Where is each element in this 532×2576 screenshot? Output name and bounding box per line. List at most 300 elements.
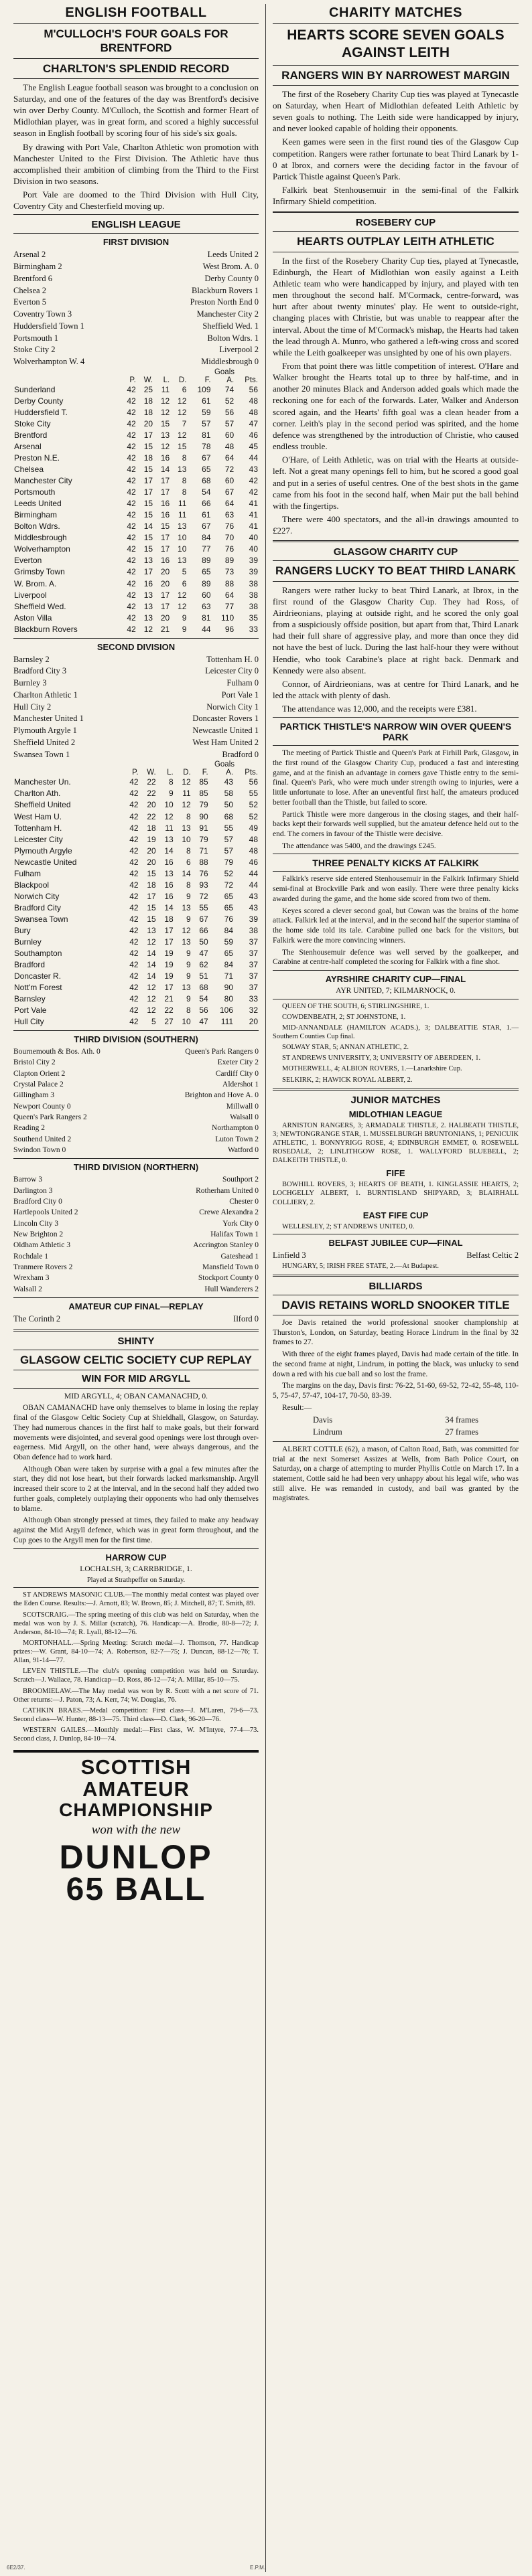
home-team: Birmingham 2 xyxy=(13,262,62,272)
stat-cell: 65 xyxy=(224,948,234,958)
stat-cell: 13 xyxy=(143,556,153,566)
stat-cell: 22 xyxy=(147,777,156,787)
stat-cell: 54 xyxy=(202,487,211,497)
stat-cell: 8 xyxy=(186,1005,191,1016)
team-name: Bradford xyxy=(14,959,46,969)
team-name: Derby County xyxy=(14,396,64,406)
stat-cell: 57 xyxy=(202,419,211,429)
stat-cell: 20 xyxy=(143,419,153,429)
table-row xyxy=(13,384,259,396)
stat-cell: 56 xyxy=(249,777,258,787)
stat-cell: 10 xyxy=(178,533,187,543)
result-row xyxy=(13,285,259,297)
misc-result: SOLWAY STAR, 5; ANNAN ATHLETIC, 2. xyxy=(282,1044,409,1052)
headline-rangers-margin: RANGERS WIN BY NARROWEST MARGIN xyxy=(281,68,510,82)
stat-cell: 42 xyxy=(129,868,139,878)
table-row xyxy=(13,777,259,788)
third-division-south-results xyxy=(13,1046,259,1155)
result-row xyxy=(13,1218,259,1229)
stat-cell: 15 xyxy=(143,510,153,520)
away-team: Cardiff City 0 xyxy=(215,1069,259,1078)
home-team: Southend United 2 xyxy=(13,1135,72,1143)
stat-cell: 13 xyxy=(182,982,191,992)
stat-cell: 41 xyxy=(249,521,258,532)
table-row xyxy=(13,532,259,544)
stat-cell: 12 xyxy=(147,1005,156,1016)
stat-cell: 32 xyxy=(249,1005,258,1016)
team-name: Grimsby Town xyxy=(14,567,65,577)
result-row xyxy=(13,690,259,702)
stat-cell: 67 xyxy=(199,914,208,924)
article-paragraph: Connor, of Airdrieonians, was at centre for Third Lanark, and he led the attack with plenty of dash. xyxy=(273,678,519,700)
home-team: Clapton Orient 2 xyxy=(13,1069,66,1078)
stat-cell: 19 xyxy=(147,834,156,844)
stat-cell: 6 xyxy=(182,384,187,394)
stat-cell: 42 xyxy=(129,811,139,821)
away-team: Derby County 0 xyxy=(204,273,259,283)
stat-cell: 38 xyxy=(249,925,258,935)
stat-cell: 42 xyxy=(127,601,136,611)
stat-cell: 68 xyxy=(224,811,234,821)
stat-cell: 66 xyxy=(199,925,208,935)
section-title-charity: CHARITY MATCHES xyxy=(329,5,462,20)
result-row xyxy=(13,1273,259,1283)
home-team: Bradford City 3 xyxy=(13,666,67,676)
stat-cell: 12 xyxy=(178,430,187,440)
stat-cell: 62 xyxy=(199,959,208,969)
table-row xyxy=(13,590,259,601)
stat-cell: 60 xyxy=(224,476,235,486)
column-header: L. xyxy=(163,376,170,384)
result-row xyxy=(13,273,259,285)
stat-cell: 42 xyxy=(127,590,136,600)
stat-cell: 42 xyxy=(129,948,139,958)
team-name: Manchester Un. xyxy=(14,777,71,787)
third-division-south-title: THIRD DIVISION (SOUTHERN) xyxy=(74,1034,198,1045)
away-team: Aldershot 1 xyxy=(222,1080,259,1089)
stat-cell: 42 xyxy=(129,891,139,901)
stat-cell: 96 xyxy=(224,624,235,634)
amateur-cup-result xyxy=(13,1313,259,1325)
result-row xyxy=(13,665,259,677)
stat-cell: 17 xyxy=(160,601,170,611)
stat-cell: 11 xyxy=(165,823,174,833)
table-row xyxy=(13,418,259,430)
result-row xyxy=(13,356,259,368)
stat-cell: 12 xyxy=(178,601,187,611)
team-name: Chelsea xyxy=(14,465,44,475)
stat-cell: 52 xyxy=(224,868,234,878)
article-paragraph: By drawing with Port Vale, Charlton Athletic won promotion with Manchester United to the First Division. The Athletic have thus accomplished their ambition of climbing from the Third to the First Division in two seasons. xyxy=(13,141,259,186)
home-team: New Brighton 2 xyxy=(13,1230,64,1239)
table-row xyxy=(13,498,259,509)
misc-result: MID-ANNANDALE (HAMILTON ACADS.), 3; DALBEATTIE STAR, 1.—Southern Counties Cup final. xyxy=(273,1024,519,1041)
stat-cell: 42 xyxy=(129,971,139,981)
result-row xyxy=(13,725,259,737)
stat-cell: 13 xyxy=(164,868,174,878)
stat-cell: 20 xyxy=(160,567,170,577)
away-team: Southport 2 xyxy=(222,1176,259,1184)
column-header: Pts. xyxy=(245,769,258,777)
stat-cell: 44 xyxy=(249,868,258,878)
stat-cell: 9 xyxy=(169,789,174,799)
stat-cell: 15 xyxy=(143,465,153,475)
stat-cell: 90 xyxy=(199,811,208,821)
stat-cell: 13 xyxy=(147,925,156,935)
stat-cell: 20 xyxy=(160,613,170,623)
dunlop-advertisement xyxy=(13,1750,259,1905)
golf-paragraph: WESTERN GAILES.—Monthly medal:—First class, W. M'Intyre, 77-4—73. Second class, J. Dunlop, 84-10—74. xyxy=(13,1726,259,1743)
team-name: Port Vale xyxy=(14,1005,47,1016)
section-title-english-league: ENGLISH LEAGUE xyxy=(91,219,181,231)
stat-cell: 42 xyxy=(127,544,136,554)
shinty-title: SHINTY xyxy=(117,1335,155,1347)
home-team: Bradford City 0 xyxy=(13,1198,62,1206)
stat-cell: 18 xyxy=(164,914,174,924)
stat-cell: 15 xyxy=(147,902,156,912)
stat-cell: 17 xyxy=(160,476,170,486)
away-team: Accrington Stanley 0 xyxy=(193,1241,259,1250)
stat-cell: 42 xyxy=(127,578,136,588)
away-team: Queen's Park Rangers 0 xyxy=(185,1048,259,1056)
stat-cell: 42 xyxy=(127,624,136,634)
stat-cell: 17 xyxy=(143,487,153,497)
stat-cell: 42 xyxy=(127,567,136,577)
stat-cell: 47 xyxy=(249,419,258,429)
stat-cell: 39 xyxy=(249,914,258,924)
section-title-english-football: ENGLISH FOOTBALL xyxy=(65,5,207,20)
column-header: W. xyxy=(147,769,156,777)
stat-cell: 59 xyxy=(202,408,211,418)
stat-cell: 80 xyxy=(224,994,234,1003)
result-row xyxy=(13,1057,259,1068)
result-row xyxy=(13,749,259,761)
stat-cell: 10 xyxy=(182,1017,191,1027)
team-name: Doncaster R. xyxy=(14,971,62,981)
headline-charlton: CHARLTON'S SPLENDID RECORD xyxy=(42,62,230,75)
stat-cell: 48 xyxy=(249,834,258,844)
result-row xyxy=(13,1123,259,1133)
left-column xyxy=(7,4,266,2572)
stat-cell: 59 xyxy=(224,937,234,947)
table-row xyxy=(13,555,259,566)
table-row xyxy=(13,880,259,891)
away-team: Leicester City 0 xyxy=(205,666,259,676)
golf-paragraph: CATHKIN BRAES.—Medal competition: First class—J. M'Laren, 79-6—73. Second class—W. Hunter, 88-13—75. Third class—D. Clark, 96-20—76. xyxy=(13,1706,259,1723)
stat-cell: 42 xyxy=(127,396,136,406)
goals-label: Goals xyxy=(214,760,235,769)
team-name: Middlesbrough xyxy=(14,533,67,543)
stat-cell: 20 xyxy=(147,857,156,867)
team-name: Wolverhampton xyxy=(14,544,70,554)
team-name: Plymouth Argyle xyxy=(14,846,72,856)
result-row xyxy=(13,309,259,321)
stat-cell: 20 xyxy=(160,578,170,588)
stat-cell: 55 xyxy=(224,823,234,833)
stat-cell: 76 xyxy=(224,544,235,554)
stat-cell: 42 xyxy=(127,533,136,543)
stat-cell: 41 xyxy=(249,510,258,520)
team-name: Manchester City xyxy=(14,476,72,486)
team-name: Blackpool xyxy=(14,880,50,890)
table-row xyxy=(13,487,259,498)
billiards-headline: DAVIS RETAINS WORLD SNOOKER TITLE xyxy=(281,1298,510,1311)
stat-cell: 65 xyxy=(224,891,234,901)
away-team: Leeds United 2 xyxy=(207,250,259,260)
away-team: Manchester City 2 xyxy=(196,309,259,319)
article-paragraph: The English League football season was brought to a conclusion on Saturday, and one of the features of the day was Brentford's decisive win over Derby County. M'Culloch, the Scottish and former Heart of Midlothian player, was in great form, and scored a highly successful season in English football by scoring four of his side's six goals. xyxy=(13,82,259,139)
result-row xyxy=(13,1196,259,1207)
stat-cell: 10 xyxy=(164,800,174,810)
team-name: Huddersfield T. xyxy=(14,408,68,418)
misc-result: MOTHERWELL, 4; ALBION ROVERS, 1.—Lanarkshire Cup. xyxy=(282,1065,462,1073)
stat-cell: 45 xyxy=(249,442,258,452)
stat-cell: 43 xyxy=(249,902,258,912)
stat-cell: 16 xyxy=(164,857,174,867)
away-team: Sheffield Wed. 1 xyxy=(202,321,259,331)
table-header-row xyxy=(13,376,259,384)
stat-cell: 12 xyxy=(147,937,156,947)
away-team: York City 0 xyxy=(222,1219,259,1228)
ayrshire-score: AYR UNITED, 7; KILMARNOCK, 0. xyxy=(336,986,456,995)
stat-cell: 42 xyxy=(127,408,136,418)
stat-cell: 17 xyxy=(164,925,174,935)
stat-cell: 8 xyxy=(169,777,174,787)
stat-cell: 44 xyxy=(249,880,258,890)
stat-cell: 40 xyxy=(249,544,258,554)
result-row xyxy=(13,333,259,345)
partick-headline: PARTICK THISTLE'S NARROW WIN OVER QUEEN'S PARK xyxy=(279,721,512,743)
stat-cell: 93 xyxy=(199,880,208,890)
stat-cell: 14 xyxy=(164,846,174,856)
second-division-table xyxy=(13,769,259,1028)
stat-cell: 22 xyxy=(147,789,156,799)
away-team: Exeter City 2 xyxy=(217,1058,259,1067)
stat-cell: 77 xyxy=(202,544,211,554)
stat-cell: 68 xyxy=(202,476,211,486)
stat-cell: 37 xyxy=(249,959,258,969)
stat-cell: 42 xyxy=(129,857,139,867)
newspaper-page xyxy=(7,4,525,2572)
stat-cell: 88 xyxy=(199,857,208,867)
table-row xyxy=(13,959,259,971)
table-row xyxy=(13,937,259,948)
billiards-result-row xyxy=(313,1415,478,1427)
team-name: Sunderland xyxy=(14,384,56,394)
home-team: Coventry Town 3 xyxy=(13,309,72,319)
article-paragraph: The first of the Rosebery Charity Cup ties was played at Tynecastle on Saturday, when Heart of Midlothian defeated Leith Athletic by seven goals to nothing. The Leith side were handicapped by injury, and never looked capable of holding their opponents. xyxy=(273,88,519,134)
misc-result: COWDENBEATH, 2; ST JOHNSTONE, 1. xyxy=(282,1013,406,1021)
stat-cell: 42 xyxy=(129,959,139,969)
result-row xyxy=(13,1313,259,1325)
home-team: Swansea Town 1 xyxy=(13,749,70,759)
team-name: Blackburn Rovers xyxy=(14,624,78,634)
stat-cell: 27 xyxy=(164,1017,174,1027)
table-row xyxy=(13,544,259,555)
golf-paragraph: MORTONHALL.—Spring Meeting: Scratch medal—J. Thomson, 77. Handicap prizes:—W. Grant, 84-10—74; A. Robertson, 82-7—75; J. Duncan, 88-12—76; T. Allan, 91-14—77. xyxy=(13,1639,259,1665)
table-row xyxy=(13,811,259,823)
stat-cell: 85 xyxy=(199,789,208,799)
stat-cell: 61 xyxy=(202,510,211,520)
team-name: Swansea Town xyxy=(14,914,68,924)
stat-cell: 13 xyxy=(178,465,187,475)
junior-results: ARNISTON RANGERS, 3; ARMADALE THISTLE, 2. HALBEATH THISTLE, 3; NEWTONGRANGE STAR, 1. MUSSELBURGH BRUNTONIANS, 1; PENICUIK ATHLETIC, 1. BONNYRIGG ROSE, 4; EDINBURGH EMMET, 0. ROSEWELL ROSEDALE, 2; LINLITHGOW ROSE, 1. WALLYFORD BLUEBELL, 2; DALKEITH THISTLE, 0. xyxy=(273,1121,519,1165)
table-row xyxy=(13,971,259,982)
table-row xyxy=(13,453,259,464)
stat-cell: 42 xyxy=(127,465,136,475)
away-team: Blackburn Rovers 1 xyxy=(192,285,259,295)
stat-cell: 42 xyxy=(127,419,136,429)
goals-label: Goals xyxy=(214,368,235,376)
stat-cell: 22 xyxy=(147,811,156,821)
home-team: Chelsea 2 xyxy=(13,285,46,295)
article-paragraph: O'Hare, of Leith Athletic, was on trial with the Hearts at outside-left. Not a great many openings fell to him, but he scored a good goal and put in a series of useful centres. One of the best shots in the game came from his foot in the second half, when Mair put the ball behind with the fingertips. xyxy=(273,455,519,511)
stat-cell: 42 xyxy=(127,521,136,532)
stat-cell: 14 xyxy=(143,521,153,532)
team-name: Sheffield Wed. xyxy=(14,601,66,611)
team-name: Leeds United xyxy=(14,499,62,509)
stat-cell: 13 xyxy=(182,937,191,947)
team-name: Bradford City xyxy=(14,902,62,912)
stat-cell: 13 xyxy=(164,834,174,844)
away-team: Fulham 0 xyxy=(226,678,259,688)
away-team: Watford 0 xyxy=(227,1146,259,1155)
article-paragraph: From that point there was little competition of interest. O'Hare and Walker brought the Hearts total up to three by half-time, and in another 20 minutes Black and Anderson added goals which made the reckoning one for each of the forwards. Later, Walker and Anderson scored again, and the Hearts' fifth goal was a clean header from a corner. Leith's play in the second period was spirited, and the home defence was strengthened by the introduction of Christie, who caused endless trouble. xyxy=(273,360,519,452)
column-header: D. xyxy=(178,376,187,384)
table-row xyxy=(13,982,259,993)
stat-cell: 56 xyxy=(199,1005,208,1016)
stat-cell: 84 xyxy=(224,959,234,969)
article-paragraph: The meeting of Partick Thistle and Queen's Park at Firhill Park, Glasgow, in the first round of the Glasgow Charity Cup, produced a fast and interesting game, and at the finish an advantage in corners gave Thistle entry to the semi-final. Queen's Park, who were much under strength owing to injuries, were a little unfortunate to lose. After an uneventful first half, the amateurs produced better football than the Thistle, but failed to score. xyxy=(273,749,519,807)
table-row xyxy=(13,566,259,578)
home-team: Swindon Town 0 xyxy=(13,1146,66,1155)
team-name: Bolton Wdrs. xyxy=(14,521,60,532)
table-row xyxy=(13,441,259,453)
stat-cell: 13 xyxy=(143,590,153,600)
stat-cell: 12 xyxy=(147,994,156,1003)
table-row xyxy=(13,857,259,868)
stat-cell: 70 xyxy=(224,533,235,543)
first-division-title: FIRST DIVISION xyxy=(103,237,170,248)
article-paragraph: OBAN CAMANACHD have only themselves to blame in losing the replay final of the Glasgow Celtic Society Cup at Shieldhall, Glasgow, on Saturday. They had numerous chances in the first half to make goals, but their forward movements were disjointed, and several good openings were lost through over-eagerness. Mid Argyll, on the other hand, were always dangerous, and the Oban defence had to work hard. xyxy=(13,1404,259,1462)
stat-cell: 9 xyxy=(186,959,191,969)
stat-cell: 15 xyxy=(143,442,153,452)
stat-cell: 42 xyxy=(249,487,258,497)
article-paragraph: Falkirk's reserve side entered Stenhousemuir in the Falkirk Infirmary Shield semi-final at Brockville Park and won easily. There were three penalty kicks awarded during the game, and the home side scored from two of them. xyxy=(273,875,519,903)
stat-cell: 16 xyxy=(160,556,170,566)
away-team: Newcastle United 1 xyxy=(192,726,259,736)
belfast-jubilee-title: BELFAST JUBILEE CUP—FINAL xyxy=(328,1237,463,1248)
stat-cell: 72 xyxy=(224,880,234,890)
stat-cell: 81 xyxy=(202,430,211,440)
home-team: Sheffield United 2 xyxy=(13,737,76,747)
stat-cell: 68 xyxy=(199,982,208,992)
stat-cell: 110 xyxy=(221,613,235,623)
first-division-table xyxy=(13,376,259,635)
stat-cell: 42 xyxy=(127,430,136,440)
amateur-cup-title: AMATEUR CUP FINAL—REPLAY xyxy=(68,1301,204,1311)
stat-cell: 6 xyxy=(182,578,187,588)
stat-cell: 57 xyxy=(224,834,234,844)
stat-cell: 13 xyxy=(143,613,153,623)
column-header: F. xyxy=(202,769,208,777)
article-paragraph: With three of the eight frames played, Davis had made certain of the title. In the second frame at night, Lindrum, in potting the black, was unlucky to send down a red with his cue ball and so lost the frame. xyxy=(273,1350,519,1378)
stat-cell: 13 xyxy=(178,556,187,566)
stat-cell: 15 xyxy=(160,419,170,429)
stat-cell: 63 xyxy=(224,510,235,520)
stat-cell: 39 xyxy=(249,556,258,566)
stat-cell: 16 xyxy=(164,891,174,901)
third-division-north-title: THIRD DIVISION (NORTHERN) xyxy=(73,1162,199,1173)
away-team: Middlesbrough 0 xyxy=(201,357,259,367)
stat-cell: 73 xyxy=(224,567,235,577)
table-row xyxy=(13,613,259,624)
stat-cell: 61 xyxy=(202,396,211,406)
result-row xyxy=(273,1250,519,1262)
stat-cell: 72 xyxy=(199,891,208,901)
stat-cell: 55 xyxy=(199,902,208,912)
stat-cell: 41 xyxy=(249,499,258,509)
stat-cell: 12 xyxy=(182,800,191,810)
home-team: Stoke City 2 xyxy=(13,345,56,355)
stat-cell: 76 xyxy=(199,868,208,878)
third-division-north-results xyxy=(13,1174,259,1295)
stat-cell: 90 xyxy=(224,982,234,992)
result-row xyxy=(13,713,259,725)
team-name: Bury xyxy=(14,925,31,935)
away-team: Tottenham H. 0 xyxy=(206,654,259,664)
team-name: Fulham xyxy=(14,868,42,878)
stat-cell: 81 xyxy=(202,613,211,623)
stat-cell: 8 xyxy=(186,811,191,821)
team-name: Nott'm Forest xyxy=(14,982,62,992)
stat-cell: 17 xyxy=(160,533,170,543)
home-team: Gillingham 3 xyxy=(13,1091,55,1100)
away-team: Belfast Celtic 2 xyxy=(466,1250,519,1260)
stat-cell: 42 xyxy=(129,789,139,799)
stat-cell: 12 xyxy=(147,982,156,992)
home-team: Wolverhampton W. 4 xyxy=(13,357,85,367)
ad-line-won-with: won with the new xyxy=(91,1822,181,1837)
away-team: West Brom. A. 0 xyxy=(202,262,259,272)
fife-results: BOWHILL ROVERS, 3; HEARTS OF BEATH, 1. KINGLASSIE HEARTS, 2; LOCHGELLY ALBERT, 1. BURNTISLAND SHIPYARD, 3; BLAIRHALL COLLIERY, 2. xyxy=(273,1181,519,1206)
stat-cell: 8 xyxy=(182,453,187,463)
billiards-title: BILLIARDS xyxy=(369,1280,423,1292)
stat-cell: 52 xyxy=(249,811,258,821)
stat-cell: 47 xyxy=(199,948,208,958)
misc-result: QUEEN OF THE SOUTH, 6; STIRLINGSHIRE, 1. xyxy=(282,1002,429,1010)
stat-cell: 9 xyxy=(186,891,191,901)
stat-cell: 9 xyxy=(186,948,191,958)
result-row xyxy=(13,1251,259,1262)
away-team: Northampton 0 xyxy=(212,1124,259,1133)
stat-cell: 18 xyxy=(143,453,153,463)
stat-cell: 14 xyxy=(160,465,170,475)
stat-cell: 44 xyxy=(249,453,258,463)
stat-cell: 22 xyxy=(164,1005,174,1016)
away-team: Brighton and Hove A. 0 xyxy=(184,1091,259,1100)
away-team: Millwall 0 xyxy=(226,1102,259,1111)
stat-cell: 12 xyxy=(164,811,174,821)
belfast-result xyxy=(273,1250,519,1262)
junior-matches-title: JUNIOR MATCHES xyxy=(350,1094,441,1106)
stat-cell: 89 xyxy=(202,556,211,566)
footer-right-code: E.P.M. xyxy=(250,2565,265,2571)
stat-cell: 17 xyxy=(143,430,153,440)
article-paragraph: Joe Davis retained the world professional snooker championship at Thurston's, London, on Saturday, beating Horace Lindrum in the final by 32 frames to 27. xyxy=(273,1318,519,1347)
glasgow-charity-title: GLASGOW CHARITY CUP xyxy=(333,546,458,558)
article-paragraph: The attendance was 12,000, and the receipts were £381. xyxy=(282,704,477,714)
